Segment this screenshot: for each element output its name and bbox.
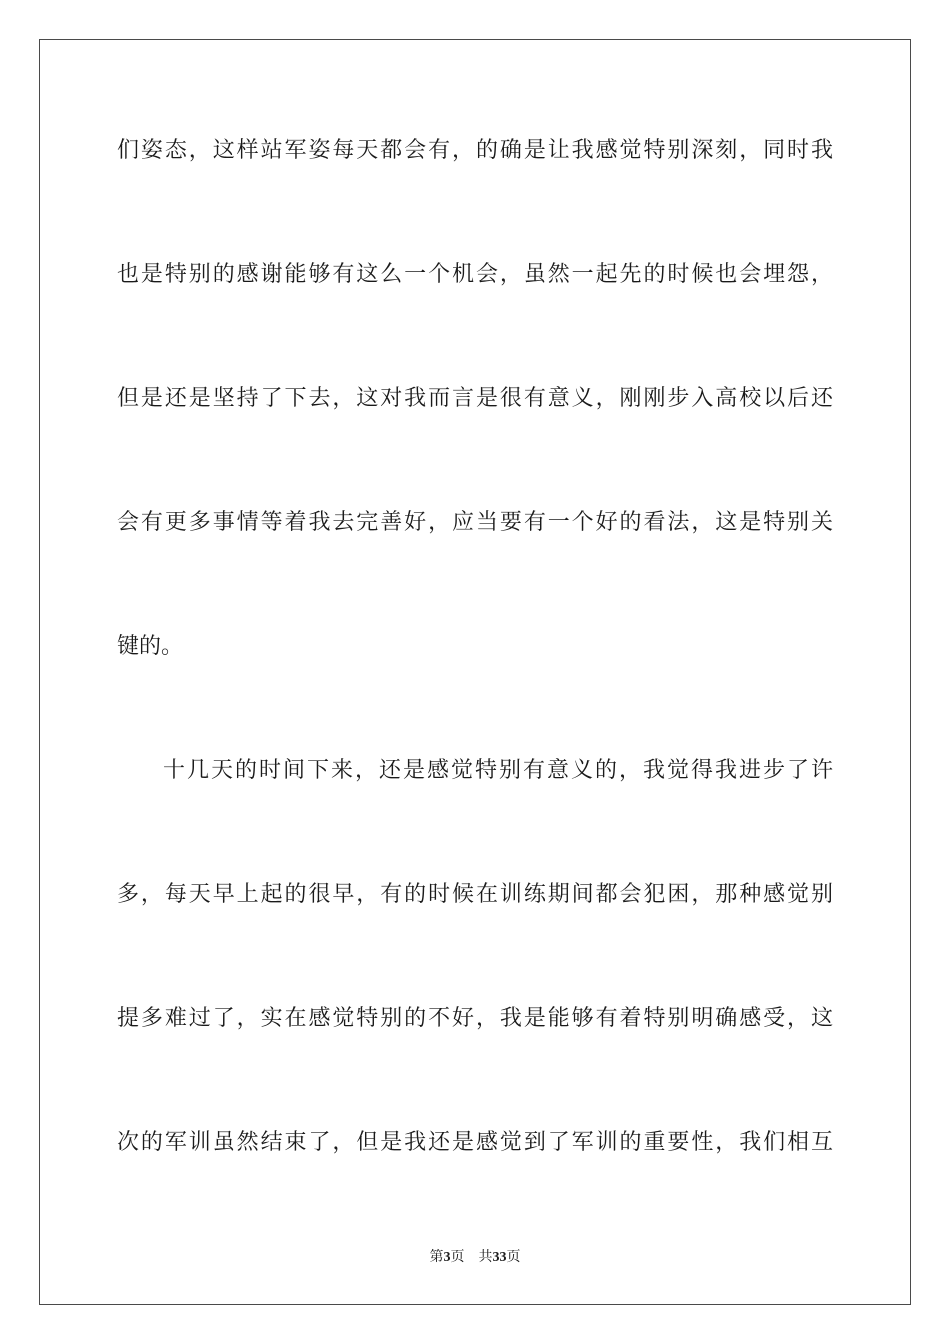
body-line-3: 但是还是坚持了下去，这对我而言是很有意义，刚刚步入高校以后还 xyxy=(117,386,833,411)
page-suffix: 页 xyxy=(450,1250,465,1265)
body-line-8: 提多难过了，实在感觉特别的不好，我是能够有着特别明确感受，这 xyxy=(117,1006,833,1031)
total-pages: 33 xyxy=(492,1250,507,1265)
page-footer xyxy=(0,1246,950,1266)
body-line-4: 会有更多事情等着我去完善好，应当要有一个好的看法，这是特别关 xyxy=(117,510,833,535)
body-line-7: 多，每天早上起的很早，有的时候在训练期间都会犯困，那种感觉别 xyxy=(117,882,833,907)
body-line-9: 次的军训虽然结束了，但是我还是感觉到了军训的重要性，我们相互 xyxy=(117,1130,833,1155)
body-line-6: 十几天的时间下来，还是感觉特别有意义的，我觉得我进步了许 xyxy=(163,758,833,783)
page-number: 3 xyxy=(443,1250,451,1265)
total-prefix: 共 xyxy=(478,1250,493,1265)
total-suffix: 页 xyxy=(506,1250,521,1265)
body-line-5: 键的。 xyxy=(117,634,184,659)
page-border xyxy=(39,39,911,1305)
page-prefix: 第 xyxy=(429,1250,444,1265)
body-line-1: 们姿态，这样站军姿每天都会有，的确是让我感觉特别深刻，同时我 xyxy=(117,138,833,163)
body-line-2: 也是特别的感谢能够有这么一个机会，虽然一起先的时候也会埋怨， xyxy=(117,262,833,287)
